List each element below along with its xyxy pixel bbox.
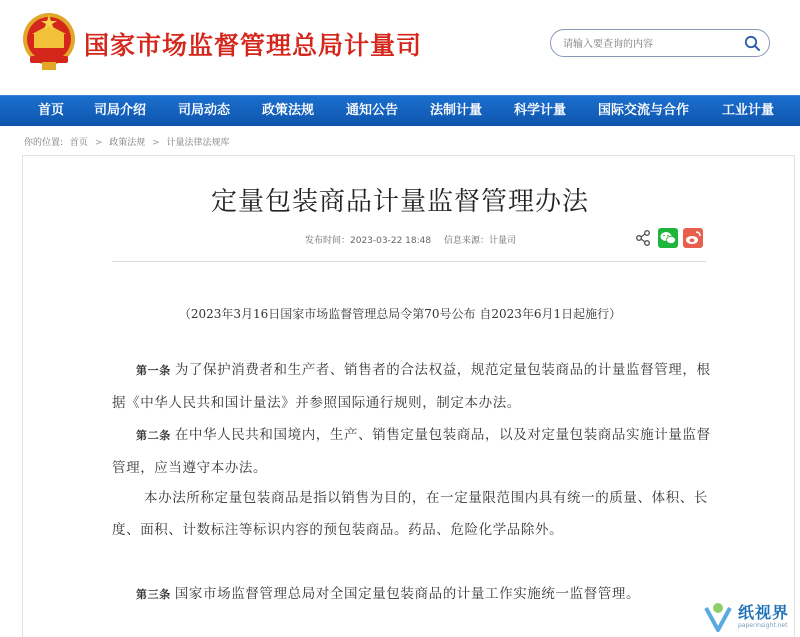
article-paragraph <box>112 419 712 484</box>
breadcrumb-separator: > <box>152 138 160 148</box>
publish-time: 发布时间：2023-03-22 18:48 <box>305 236 432 246</box>
paragraph-text: 本办法所称定量包装商品是指以销售为目的，在一定量限范围内具有统一的质量、体积、长度、面积、计数标注等标识内容的预包装商品。药品、危险化学品除外。 <box>112 490 708 538</box>
nav-item-industrial-metrology[interactable]: 工业计量 <box>722 103 775 118</box>
nav-item-policy[interactable]: 政策法规 <box>262 103 315 118</box>
article-number: 第三条 <box>136 588 171 601</box>
article-paragraph <box>112 578 712 611</box>
nav-item-about[interactable]: 司局介绍 <box>94 103 147 118</box>
main-nav <box>0 95 800 126</box>
breadcrumb-current[interactable]: 计量法律法规库 <box>166 138 230 148</box>
paragraph-text: 在中华人民共和国境内，生产、销售定量包装商品，以及对定量包装商品实施计量监督管理，应当遵守本办法。 <box>112 427 711 476</box>
search-bar[interactable] <box>550 29 770 57</box>
paragraph-text: 国家市场监督管理总局对全国定量包装商品的计量工作实施统一监督管理。 <box>174 586 641 602</box>
watermark-text: 纸视界 <box>738 603 790 622</box>
nav-item-news[interactable]: 司局动态 <box>178 103 231 118</box>
info-source: 信息来源：计量司 <box>443 236 516 246</box>
nav-item-notices[interactable]: 通知公告 <box>346 103 399 118</box>
search-icon[interactable] <box>744 35 761 52</box>
national-emblem-icon <box>22 12 76 72</box>
watermark-url: paperinsight.net <box>738 622 788 629</box>
article-paragraph <box>112 482 712 546</box>
nav-item-scientific-metrology[interactable]: 科学计量 <box>514 103 567 118</box>
breadcrumb-policy[interactable]: 政策法规 <box>109 138 146 148</box>
article-number: 第二条 <box>136 429 171 442</box>
nav-item-legal-metrology[interactable]: 法制计量 <box>430 103 483 118</box>
article-number: 第一条 <box>136 364 171 377</box>
search-input[interactable] <box>561 34 740 54</box>
paragraph-text: 为了保护消费者和生产者、销售者的合法权益，规范定量包装商品的计量监督管理，根据《中华人民共和国计量法》并参照国际通行规则，制定本办法。 <box>112 362 711 411</box>
weibo-icon[interactable] <box>683 228 703 248</box>
breadcrumb-home[interactable]: 首页 <box>69 138 88 148</box>
nav-item-home[interactable]: 首页 <box>38 103 65 118</box>
site-header <box>0 0 800 95</box>
share-icon[interactable] <box>633 228 653 248</box>
watermark-logo-icon <box>702 600 734 634</box>
breadcrumb <box>24 135 234 148</box>
nav-item-international[interactable]: 国际交流与合作 <box>598 103 690 118</box>
watermark <box>700 598 800 637</box>
decree-line: （2023年3月16日国家市场监督管理总局令第70号公布 自2023年6月1日起施行） <box>178 307 622 321</box>
breadcrumb-prefix: 你的位置: <box>24 138 64 148</box>
article-meta <box>305 233 526 246</box>
article-title: 定量包装商品计量监督管理办法 <box>210 187 589 217</box>
title-divider <box>112 261 706 262</box>
breadcrumb-separator: > <box>94 138 103 148</box>
wechat-icon[interactable] <box>658 228 678 248</box>
site-title[interactable]: 国家市场监督管理总局计量司 <box>84 31 423 60</box>
article-paragraph <box>112 354 712 419</box>
